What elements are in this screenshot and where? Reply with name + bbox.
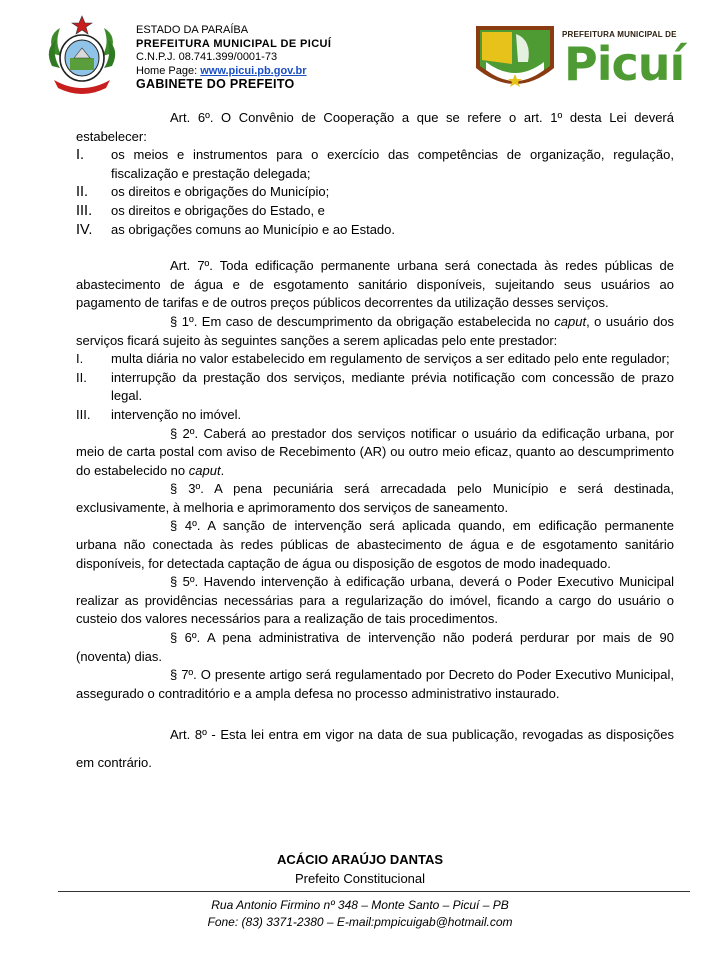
art7-paragraph-1: § 1º. Em caso de descumprimento da obrigação estabelecida no caput, o usuário dos serviços ficará sujeito às seguintes sanções a serem aplicadas pelo ente prestador:	[76, 313, 674, 348]
state-name: ESTADO DA PARAÍBA	[136, 24, 249, 36]
art8: Art. 8º - Esta lei entra em vigor na data de sua publicação, revogadas as disposições em contrário.	[76, 727, 674, 771]
footer-contact: Fone: (83) 3371-2380 – E-mail:pmpicuigab@hotmail.com	[207, 915, 513, 929]
footer-divider	[58, 891, 690, 892]
cnpj: C.N.P.J. 08.741.399/0001-73	[136, 51, 278, 63]
picui-logo	[472, 22, 688, 98]
document-body	[76, 109, 674, 777]
list-item: I. multa diária no valor estabelecido em regulamento de serviços a ser editado pelo ente regulador;	[76, 351, 670, 367]
art7-paragraph-3: § 3º. A pena pecuniária será arrecadada pelo Município e será destinada, exclusivamente, à melhoria e aprimoramento dos serviços de saneamento.	[76, 481, 674, 515]
list-item: III. intervenção no imóvel.	[76, 406, 242, 422]
art6-intro: Art. 6º. O Convênio de Cooperação a que se refere o art. 1º desta Lei deverá estabelecer:	[76, 110, 674, 144]
logo-caption: PREFEITURA MUNICIPAL DE	[562, 30, 677, 39]
logo-name: Picuí	[564, 37, 685, 91]
state-coat-of-arms	[40, 14, 124, 98]
list-item: IV. as obrigações comuns ao Município e ao Estado.	[76, 221, 396, 238]
list-item: II. interrupção da prestação dos serviços, mediante prévia notificação com concessão de prazo legal.	[76, 369, 674, 404]
art7-paragraph-4: § 4º. A sanção de intervenção será aplicada quando, em edificação permanente urbana não conectada às redes públicas de abastecimento de água e de esgotamento sanitário disponíveis, for detectada captação de água ou disposição de esgotos de modo inadequado.	[76, 518, 674, 571]
homepage-link[interactable]: www.picui.pb.gov.br	[200, 64, 307, 77]
art7-paragraph-6: § 6º. A pena administrativa de intervenção não poderá perdurar por mais de 90 (noventa) dias.	[76, 630, 674, 664]
homepage-line	[136, 65, 331, 79]
gabinete-title: GABINETE DO PREFEITO	[136, 77, 295, 91]
art7-paragraph-5: § 5º. Havendo intervenção à edificação urbana, deverá o Poder Executivo Municipal realizar as providências necessárias para a regularização do imóvel, ficando a cargo do usuário o custeio dos valores necessários para a realização de tais procedimentos.	[76, 574, 674, 627]
prefeitura-name: PREFEITURA MUNICIPAL DE PICUÍ	[136, 37, 332, 50]
list-item: I. os meios e instrumentos para o exercício das competências de organização, regulação, fiscalização e prestação delegada;	[76, 147, 674, 181]
letterhead	[136, 24, 331, 92]
signatory-title: Prefeito Constitucional	[294, 871, 426, 886]
homepage-label: Home Page:	[136, 64, 201, 77]
list-item: III. os direitos e obrigações do Estado, e	[76, 202, 325, 219]
picui-emblem	[472, 22, 558, 96]
list-item: II. os direitos e obrigações do Município;	[76, 184, 330, 201]
art7-paragraph-7: § 7º. O presente artigo será regulamentado por Decreto do Poder Executivo Municipal, assegurado o contraditório e a ampla defesa no processo administrativo instaurado.	[76, 667, 674, 701]
art7-paragraph-2: § 2º. Caberá ao prestador dos serviços notificar o usuário da edificação urbana, por meio de carta postal com aviso de Recebimento (AR) ou outro meio eficaz, quanto ao descumprimento do estabelecido no caput.	[76, 425, 674, 478]
signatory-name: ACÁCIO ARAÚJO DANTAS	[276, 852, 444, 867]
art7-caput: Art. 7º. Toda edificação permanente urbana será conectada às redes públicas de abastecimento de água e de esgotamento sanitário disponíveis, sujeitando seus usuários ao pagamento de tarifas e de outros preços públicos decorrentes da utilização desses serviços.	[76, 258, 674, 311]
footer-address: Rua Antonio Firmino nº 348 – Monte Santo – Picuí – PB	[211, 898, 509, 912]
